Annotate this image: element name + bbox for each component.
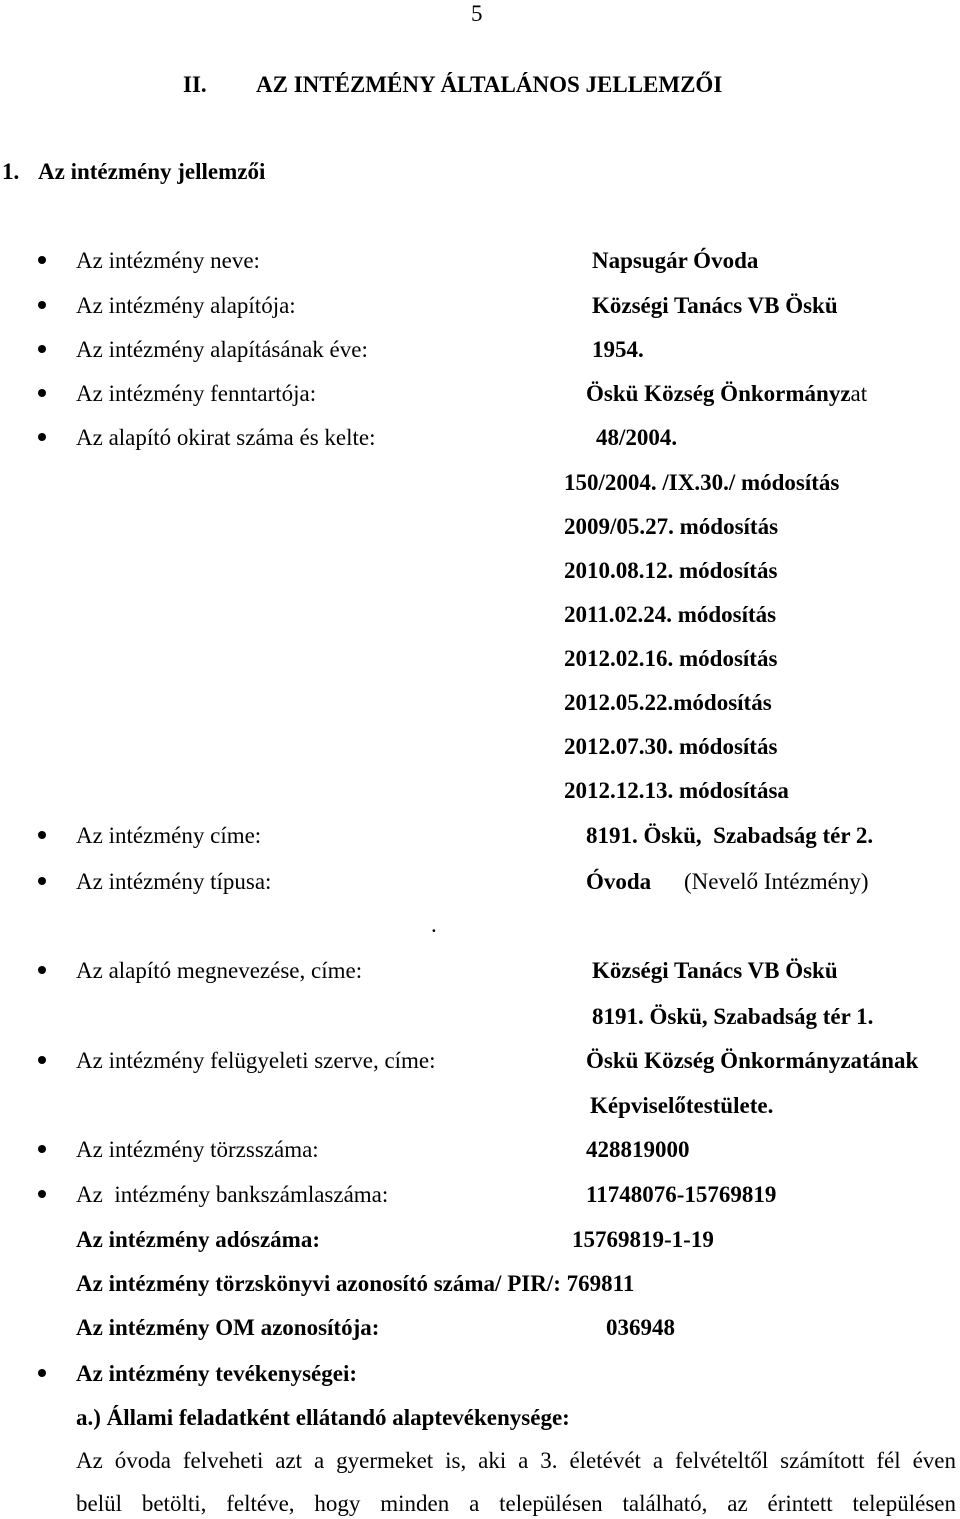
bullet-icon [38,345,46,353]
supervisor-line1: Öskü Község Önkormányzatának [586,1048,919,1073]
bullet-icon [38,256,46,264]
bank-account-label: Az intézmény bankszámlaszáma: [76,1182,389,1207]
charter-amendment: 150/2004. /IX.30./ módosítás [564,470,840,495]
tax-number-label: Az intézmény adószáma: [76,1227,321,1252]
charter-amendment: 2012.07.30. módosítás [564,734,778,759]
charter-amendment: 2012.02.16. módosítás [564,646,778,671]
founding-year-label: Az intézmény alapításának éve: [76,337,368,362]
maintainer-value [586,382,867,405]
type-value-bold: Óvoda [586,869,652,894]
founder-address-line2: 8191. Öskü, Szabadság tér 1. [592,1004,874,1029]
bullet-icon [38,966,46,974]
page-number: 5 [471,1,483,26]
subsection-title: a.) Állami feladatként ellátandó alaptevékenysége: [76,1405,570,1430]
bullet-icon [38,831,46,839]
om-label: Az intézmény OM azonosítója: [76,1315,380,1340]
address-label: Az intézmény címe: [76,823,262,848]
charter-amendment: 2011.02.24. módosítás [564,602,777,627]
pir-line: Az intézmény törzskönyvi azonosító száma/ PIR/: 769811 [76,1271,635,1296]
paragraph-line: belül betölti, feltéve, hogy minden a településen található, az érintett településen [76,1491,956,1516]
paragraph-line: Az óvoda felveheti azt a gyermeket is, aki a 3. életévét a felvételtől számított fél éven [76,1448,956,1473]
bullet-icon [38,301,46,309]
bullet-icon [38,389,46,397]
bullet-icon [38,1190,46,1198]
section-number: 1. [2,159,20,184]
founder-address-line1: Községi Tanács VB Öskü [592,958,838,983]
type-value-regular: (Nevelő Intézmény) [684,869,869,894]
bank-account-value: 11748076-15769819 [586,1182,777,1207]
name-value: Napsugár Óvoda [592,248,759,273]
founding-year-value: 1954. [592,337,644,362]
address-value: 8191. Öskü, Szabadság tér 2. [586,823,874,848]
maintainer-label: Az intézmény fenntartója: [76,381,317,406]
charter-amendment: 2010.08.12. módosítás [564,558,778,583]
charter-amendment: 2012.05.22.módosítás [564,690,772,715]
charter-amendment: 2009/05.27. módosítás [564,514,779,539]
maintainer-value-bold: Öskü Község Önkormányz [586,381,851,406]
charter-amendment: 2012.12.13. módosítása [564,778,789,803]
maintainer-value-regular: at [850,381,868,406]
supervisor-label: Az intézmény felügyeleti szerve, címe: [76,1048,436,1073]
chapter-number: II. [183,72,207,97]
bullet-icon [38,433,46,441]
type-label: Az intézmény típusa: [76,869,272,894]
name-label: Az intézmény neve: [76,248,260,273]
stray-dot: . [431,912,437,937]
founder-address-label: Az alapító megnevezése, címe: [76,958,363,983]
section-title: Az intézmény jellemzői [38,159,266,184]
charter-value: 48/2004. [596,425,678,450]
bullet-icon [38,1056,46,1064]
registry-number-value: 428819000 [586,1137,690,1162]
om-value: 036948 [606,1315,675,1340]
bullet-icon [38,1369,46,1377]
chapter-title: AZ INTÉZMÉNY ÁLTALÁNOS JELLEMZŐI [256,72,723,97]
bullet-icon [38,1145,46,1153]
registry-number-label: Az intézmény törzsszáma: [76,1137,319,1162]
activities-label: Az intézmény tevékenységei: [76,1361,358,1386]
tax-number-value: 15769819-1-19 [572,1227,714,1252]
bullet-icon [38,877,46,885]
supervisor-line2: Képviselőtestülete. [590,1093,774,1118]
founder-value: Községi Tanács VB Öskü [592,293,838,318]
founder-label: Az intézmény alapítója: [76,293,296,318]
charter-label: Az alapító okirat száma és kelte: [76,425,376,450]
